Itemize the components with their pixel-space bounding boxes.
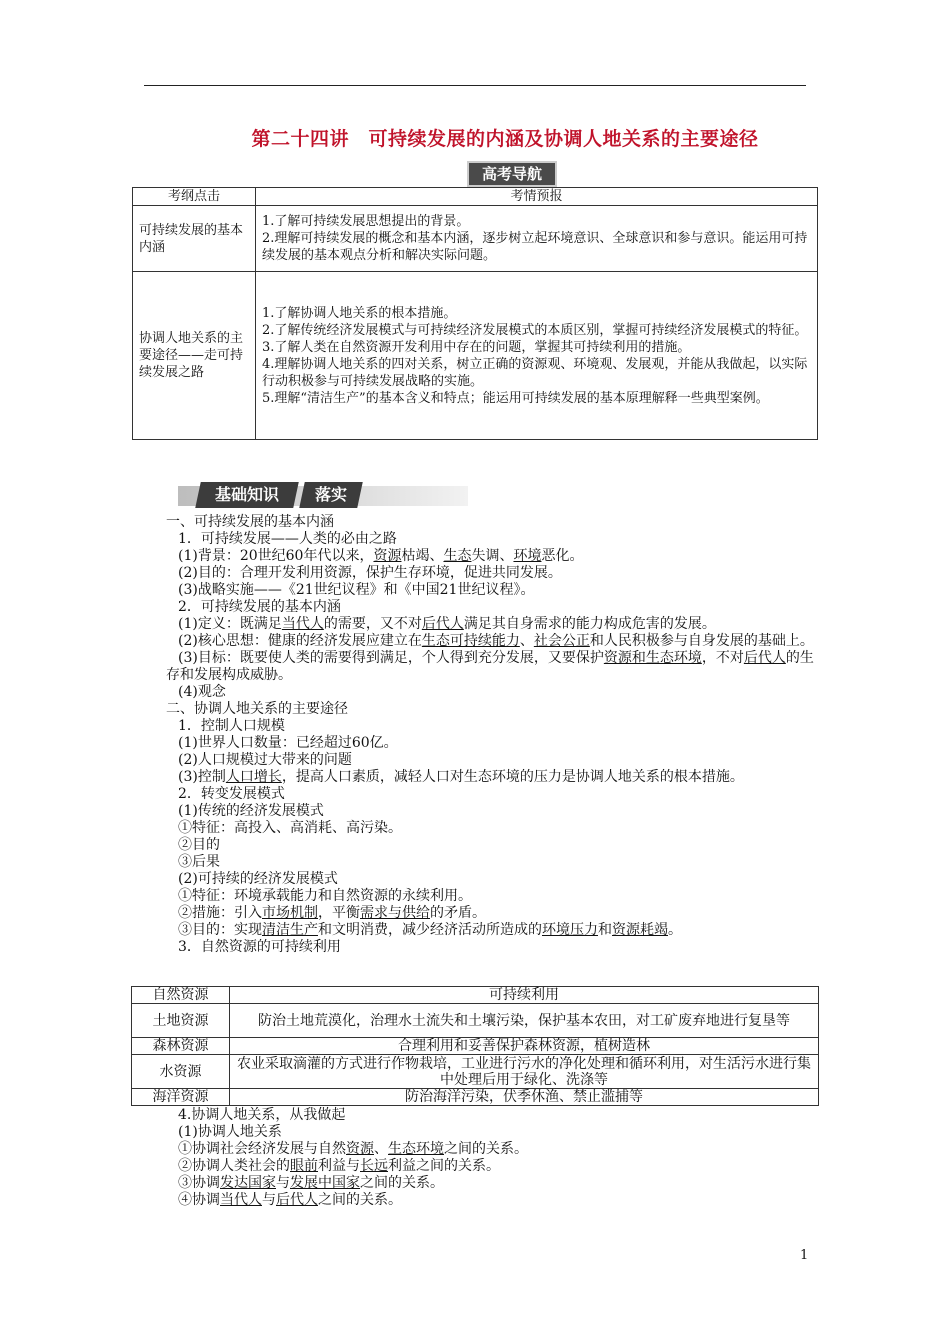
text-line: (3)战略实施——《21世纪议程》和《中国21世纪议程》。 bbox=[178, 582, 535, 598]
text-paragraph: (2)核心思想：健康的经济发展应建立在生态可持续能力、社会公正和人民积极参与自身发展的基础上。 bbox=[178, 633, 814, 649]
heading: 二、协调人地关系的主要途径 bbox=[166, 701, 348, 717]
coordination-content bbox=[178, 1107, 818, 1209]
detail-line: 4.理解协调人地关系的四对关系，树立正确的资源观、环境观、发展观，并能从我做起，以实际行动积极参与可持续发展战略的实施。 bbox=[262, 356, 808, 389]
text-line: (4)观念 bbox=[178, 684, 226, 700]
outline-table bbox=[132, 187, 818, 440]
text-line: ③后果 bbox=[178, 854, 220, 870]
table-cell-use: 防治土地荒漠化，治理水土流失和土壤污染，保护基本农田，对工矿废弃地进行复垦等 bbox=[230, 1004, 819, 1038]
text-line: (1)协调人地关系 bbox=[178, 1124, 282, 1140]
text-line: ④协调当代人与后代人之间的关系。 bbox=[178, 1192, 402, 1208]
text-line: ③目的：实现清洁生产和文明消费，减少经济活动所造成的环境压力和资源耗竭。 bbox=[178, 922, 682, 938]
text-line: (1)背景：20世纪60年代以来，资源枯竭、生态失调、环境恶化。 bbox=[178, 548, 584, 564]
detail-line: 1.了解可持续发展思想提出的背景。 bbox=[262, 214, 470, 229]
text-line: ①协调社会经济发展与自然资源、生态环境之间的关系。 bbox=[178, 1141, 528, 1157]
text-line: (1)世界人口数量：已经超过60亿。 bbox=[178, 735, 398, 751]
text-line: ③协调发达国家与发展中国家之间的关系。 bbox=[178, 1175, 444, 1191]
table-header: 考纲点击 bbox=[133, 188, 256, 206]
text-paragraph: (3)目标：既要使人类的需要得到满足，个人得到充分发展，又要保护资源和生态环境，不对后代人的生存和发展构成威胁。 bbox=[166, 650, 814, 683]
text-line: (2)可持续的经济发展模式 bbox=[178, 871, 338, 887]
text-line: ①特征：环境承载能力和自然资源的永续利用。 bbox=[178, 888, 472, 904]
table-cell-resource: 海洋资源 bbox=[132, 1089, 230, 1106]
knowledge-content bbox=[166, 514, 816, 956]
table-header: 考情预报 bbox=[256, 188, 818, 206]
heading: 一、可持续发展的基本内涵 bbox=[166, 514, 334, 530]
table-cell-resource: 土地资源 bbox=[132, 1004, 230, 1038]
resource-table bbox=[131, 986, 819, 1106]
table-cell-use: 防治海洋污染，伏季休渔、禁止滥捕等 bbox=[230, 1089, 819, 1106]
table-cell-topic: 协调人地关系的主要途径——走可持续发展之路 bbox=[133, 272, 256, 440]
table-row bbox=[132, 1004, 819, 1038]
subheading: 1．可持续发展——人类的必由之路 bbox=[178, 531, 397, 547]
table-row bbox=[132, 1038, 819, 1055]
detail-line: 2.理解可持续发展的概念和基本内涵，逐步树立起环境意识、全球意识和参与意识。能运用可持续发展的基本观点分析和解决实际问题。 bbox=[262, 231, 808, 263]
text-paragraph: (3)控制人口增长，提高人口素质，减轻人口对生态环境的压力是协调人地关系的根本措施。 bbox=[178, 769, 744, 785]
page-number: 1 bbox=[800, 1248, 809, 1263]
table-cell-detail bbox=[256, 272, 818, 440]
table-row bbox=[133, 272, 818, 440]
detail-line: 3.了解人类在自然资源开发利用中存在的问题，掌握其可持续利用的措施。 bbox=[262, 339, 691, 355]
table-row bbox=[132, 1089, 819, 1106]
subheading: 3．自然资源的可持续利用 bbox=[178, 939, 341, 955]
table-header-row bbox=[132, 987, 819, 1004]
nav-badge: 高考导航 bbox=[467, 161, 557, 187]
text-line: ①特征：高投入、高消耗、高污染。 bbox=[178, 820, 402, 836]
table-cell-use: 合理利用和妥善保护森林资源，植树造林 bbox=[230, 1038, 819, 1055]
banner-label-left: 基础知识 bbox=[195, 482, 299, 508]
subheading: 2．转变发展模式 bbox=[178, 786, 285, 802]
table-cell-detail bbox=[256, 206, 818, 272]
table-header: 自然资源 bbox=[132, 987, 230, 1004]
table-header: 可持续利用 bbox=[230, 987, 819, 1004]
text-line: (1)传统的经济发展模式 bbox=[178, 803, 324, 819]
table-row bbox=[133, 206, 818, 272]
table-row bbox=[132, 1055, 819, 1089]
table-cell-topic: 可持续发展的基本内涵 bbox=[133, 206, 256, 272]
text-line: ②目的 bbox=[178, 837, 220, 853]
detail-line: 1.了解协调人地关系的根本措施。 bbox=[262, 305, 457, 321]
text-line: (2)目的：合理开发利用资源，保护生存环境，促进共同发展。 bbox=[178, 565, 562, 581]
table-cell-use: 农业采取滴灌的方式进行作物栽培，工业进行污水的净化处理和循环利用，对生活污水进行集中处理后用于绿化、洗涤等 bbox=[230, 1055, 819, 1089]
header-rule bbox=[144, 85, 806, 86]
text-line: ②协调人类社会的眼前利益与长远利益之间的关系。 bbox=[178, 1158, 500, 1174]
subheading: 4.协调人地关系，从我做起 bbox=[178, 1107, 346, 1123]
table-cell-resource: 森林资源 bbox=[132, 1038, 230, 1055]
text-line: ②措施：引入市场机制，平衡需求与供给的矛盾。 bbox=[178, 905, 486, 921]
text-line: (1)定义：既满足当代人的需要，又不对后代人满足其自身需求的能力构成危害的发展。 bbox=[178, 616, 716, 632]
text-line: (2)人口规模过大带来的问题 bbox=[178, 752, 352, 768]
table-cell-resource: 水资源 bbox=[132, 1055, 230, 1089]
subheading: 2．可持续发展的基本内涵 bbox=[178, 599, 341, 615]
subheading: 1．控制人口规模 bbox=[178, 718, 285, 734]
page-title: 第二十四讲 可持续发展的内涵及协调人地关系的主要途径 bbox=[251, 128, 759, 150]
detail-line: 5.理解“清洁生产”的基本含义和特点；能运用可持续发展的基本原理解释一些典型案例。 bbox=[262, 390, 769, 406]
detail-line: 2.了解传统经济发展模式与可持续经济发展模式的本质区别，掌握可持续经济发展模式的特征。 bbox=[262, 322, 808, 338]
banner-label-right: 落实 bbox=[299, 482, 363, 508]
table-header-row bbox=[133, 188, 818, 206]
